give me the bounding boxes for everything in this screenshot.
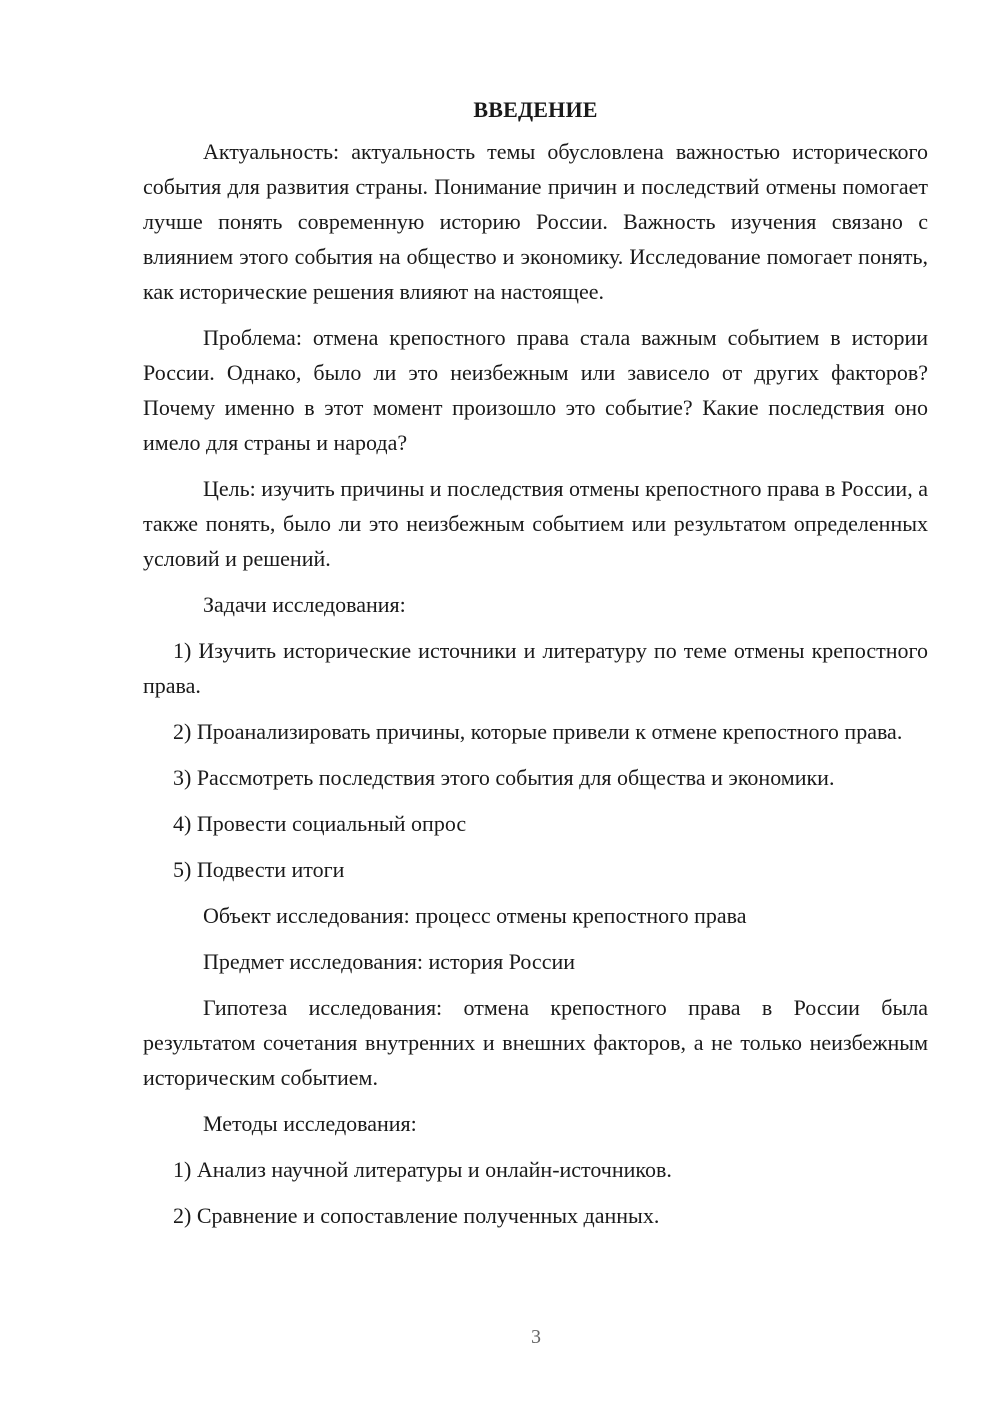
task-item: 3) Рассмотреть последствия этого события для общества и экономики. — [173, 765, 835, 790]
goal-paragraph: Цель: изучить причины и последствия отмены крепостного права в России, а также понять, было ли это неизбежным событием или результатом определенных условий и решений. — [143, 476, 928, 571]
problem-paragraph: Проблема: отмена крепостного права стала важным событием в истории России. Однако, было ли это неизбежным или зависело от других факторов? Почему именно в этот момент произошло это событие? Какие последствия оно имело для страны и народа? — [143, 325, 928, 455]
method-item: 1) Анализ научной литературы и онлайн-источников. — [173, 1157, 672, 1182]
hypothesis-paragraph: Гипотеза исследования: отмена крепостного права в России была результатом сочетания внутренних и внешних факторов, а не только неизбежным историческим событием. — [143, 995, 928, 1090]
task-item: 1) Изучить исторические источники и литературу по теме отмены крепостного права. — [143, 638, 928, 698]
page-title: ВВЕДЕНИЕ — [473, 97, 598, 122]
task-item: 5) Подвести итоги — [173, 857, 345, 882]
page-number: 3 — [531, 1326, 541, 1348]
object-paragraph: Объект исследования: процесс отмены крепостного права — [203, 903, 747, 928]
method-item: 2) Сравнение и сопоставление полученных данных. — [173, 1203, 660, 1228]
task-item: 4) Провести социальный опрос — [173, 811, 467, 836]
document-page — [143, 92, 928, 1233]
task-item: 2) Проанализировать причины, которые привели к отмене крепостного права. — [173, 719, 903, 744]
tasks-heading: Задачи исследования: — [203, 592, 406, 617]
subject-paragraph: Предмет исследования: история России — [203, 949, 576, 974]
methods-heading: Методы исследования: — [203, 1111, 417, 1136]
relevance-paragraph: Актуальность: актуальность темы обусловлена важностью исторического события для развития страны. Понимание причин и последствий отмены помогает лучше понять современную историю России. Важность изучения связано с влиянием этого события на общество и экономику. Исследование помогает понять, как исторические решения влияют на настоящее. — [143, 139, 928, 304]
